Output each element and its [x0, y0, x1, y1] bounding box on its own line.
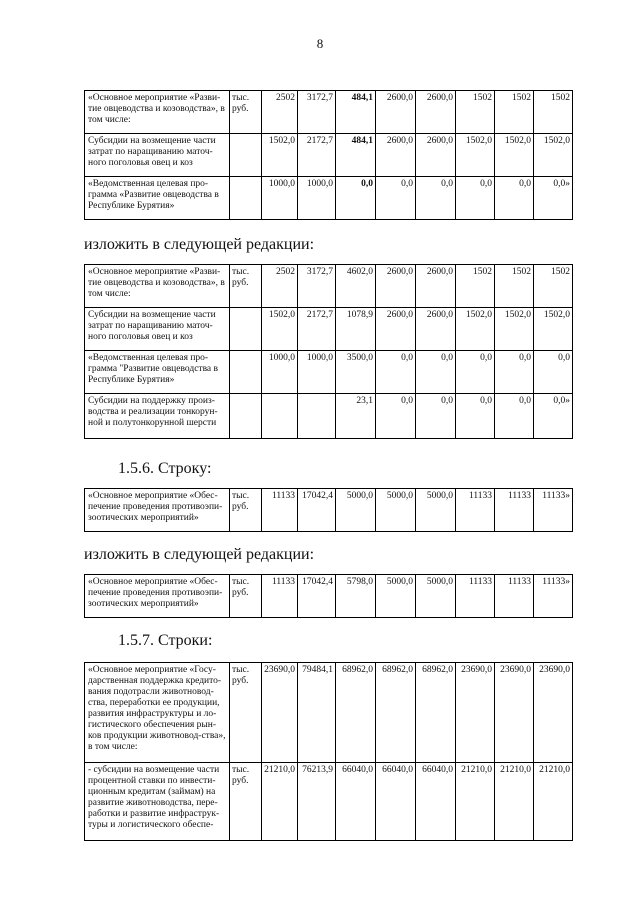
cell-value: 11133 [262, 575, 298, 618]
row-name: «Основное мероприятие «Разви-тие овцеводства и козоводства», в том числе: [85, 265, 230, 308]
cell-value: 2600,0 [416, 134, 456, 177]
cell-value: 5798,0 [336, 575, 376, 618]
page-number: 8 [316, 36, 324, 51]
cell-value: 21210,0 [495, 763, 534, 841]
cell-value: 1502 [495, 265, 534, 308]
cell-value: 11133 [495, 575, 534, 618]
table-row [85, 134, 573, 177]
cell-value: 1000,0 [262, 177, 298, 220]
cell-value: 66040,0 [416, 763, 456, 841]
cell-value: 3172,7 [298, 265, 336, 308]
cell-value: 0,0 [456, 394, 495, 439]
cell-value: 2600,0 [416, 265, 456, 308]
table-original-sheep [84, 90, 573, 220]
cell-value: 23690,0 [456, 663, 495, 763]
cell-value: 0,0 [416, 177, 456, 220]
row-name: «Основное мероприятие «Обес-печение проведения противоэпи-зоотических мероприятий» [85, 489, 230, 532]
row-name: «Основное мероприятие «Госу-дарственная поддержка кредито-вания подотрасли животновод-ства, переработки ее продукции, развития инфраструктуры и ло-гистического обеспечения рын-ков продукции животновод-ства», в том числе: [85, 663, 230, 763]
row-unit [230, 134, 262, 177]
cell-value: 1502,0 [456, 308, 495, 351]
row-unit: тыс. руб. [230, 489, 262, 532]
row-name: «Основное мероприятие «Обес-печение проведения противоэпи-зоотических мероприятий» [85, 575, 230, 618]
cell-value: 1502 [456, 265, 495, 308]
cell-value: 11133 [262, 489, 298, 532]
cell-value: 3500,0 [336, 351, 376, 394]
cell-value: 3172,7 [298, 91, 336, 134]
cell-value: 5000,0 [376, 489, 416, 532]
cell-value: 2600,0 [376, 91, 416, 134]
row-name: «Основное мероприятие «Разви-тие овцеводства и козоводства», в том числе: [85, 91, 230, 134]
cell-value: 68962,0 [336, 663, 376, 763]
cell-value: 2172,7 [298, 134, 336, 177]
table-row [85, 663, 573, 763]
cell-value: 79484,1 [298, 663, 336, 763]
cell-value: 17042,4 [298, 489, 336, 532]
cell-value: 76213,9 [298, 763, 336, 841]
row-unit [230, 308, 262, 351]
cell-value: 0,0 [416, 394, 456, 439]
row-name: «Ведомственная целевая про-грамма "Развитие овцеводства в Республике Бурятия» [85, 351, 230, 394]
row-unit: тыс. руб. [230, 91, 262, 134]
cell-value: 23,1 [336, 394, 376, 439]
cell-value: 2600,0 [416, 91, 456, 134]
row-name: - субсидии на возмещение части процентной ставки по инвести-ционным кредитам (займам) на развитие животноводства, пере-работки и развитие инфраструк-туры и логистического обеспе- [85, 763, 230, 841]
row-unit: тыс. руб. [230, 763, 262, 841]
cell-value: 2600,0 [376, 134, 416, 177]
cell-value: 484,1 [336, 134, 376, 177]
cell-value: 2600,0 [416, 308, 456, 351]
table-row [85, 351, 573, 394]
cell-value: 23690,0 [495, 663, 534, 763]
table-revised-sheep [84, 264, 573, 439]
cell-value: 68962,0 [376, 663, 416, 763]
cell-value: 0,0 [534, 351, 573, 394]
table-row [85, 763, 573, 841]
cell-value [298, 394, 336, 439]
row-name: Субсидии на поддержку произ-водства и реализации тонкорун-ной и полутонкорунной шерсти [85, 394, 230, 439]
cell-value: 0,0 [495, 394, 534, 439]
cell-value: 1502 [534, 265, 573, 308]
cell-value: 0,0» [534, 394, 573, 439]
cell-value: 1502,0 [495, 134, 534, 177]
cell-value: 2600,0 [376, 308, 416, 351]
cell-value: 1502,0 [495, 308, 534, 351]
table-row [85, 489, 573, 532]
cell-value: 1502,0 [534, 134, 573, 177]
row-unit: тыс. руб. [230, 663, 262, 763]
section-heading: изложить в следующей редакции: [84, 546, 315, 563]
cell-value: 1502 [534, 91, 573, 134]
table-row [85, 177, 573, 220]
cell-value: 1502,0 [456, 134, 495, 177]
cell-value: 5000,0 [336, 489, 376, 532]
cell-value: 17042,4 [298, 575, 336, 618]
cell-value: 1502,0 [262, 308, 298, 351]
row-unit: тыс. руб. [230, 265, 262, 308]
cell-value: 2502 [262, 265, 298, 308]
cell-value: 5000,0 [416, 575, 456, 618]
cell-value: 11133 [456, 489, 495, 532]
cell-value: 11133» [534, 575, 573, 618]
section-heading: 1.5.7. Строки: [118, 632, 213, 649]
cell-value: 0,0 [376, 351, 416, 394]
cell-value: 66040,0 [336, 763, 376, 841]
row-name: «Ведомственная целевая про-грамма «Развитие овцеводства в Республике Бурятия» [85, 177, 230, 220]
cell-value: 66040,0 [376, 763, 416, 841]
table-row [85, 91, 573, 134]
cell-value: 4602,0 [336, 265, 376, 308]
section-heading: изложить в следующей редакции: [84, 236, 315, 253]
cell-value: 11133» [534, 489, 573, 532]
cell-value: 0,0 [495, 177, 534, 220]
cell-value: 1000,0 [262, 351, 298, 394]
table-row [85, 575, 573, 618]
cell-value: 2600,0 [376, 265, 416, 308]
cell-value: 0,0 [376, 177, 416, 220]
cell-value: 0,0 [416, 351, 456, 394]
cell-value: 21210,0 [262, 763, 298, 841]
cell-value: 1502 [456, 91, 495, 134]
cell-value: 1078,9 [336, 308, 376, 351]
cell-value: 1502,0 [262, 134, 298, 177]
table-row [85, 308, 573, 351]
cell-value: 1502 [495, 91, 534, 134]
cell-value: 0,0 [495, 351, 534, 394]
table-credit-support [84, 662, 573, 841]
section-heading: 1.5.6. Строку: [118, 460, 212, 477]
table-original-epizootic [84, 488, 573, 532]
cell-value: 1000,0 [298, 351, 336, 394]
cell-value: 21210,0 [534, 763, 573, 841]
cell-value [262, 394, 298, 439]
cell-value: 23690,0 [534, 663, 573, 763]
cell-value: 0,0 [456, 177, 495, 220]
cell-value: 11133 [495, 489, 534, 532]
cell-value: 23690,0 [262, 663, 298, 763]
row-unit: тыс. руб. [230, 575, 262, 618]
cell-value: 21210,0 [456, 763, 495, 841]
cell-value: 68962,0 [416, 663, 456, 763]
row-unit [230, 177, 262, 220]
cell-value: 484,1 [336, 91, 376, 134]
cell-value: 1000,0 [298, 177, 336, 220]
cell-value: 0,0» [534, 177, 573, 220]
table-revised-epizootic [84, 574, 573, 618]
cell-value: 2172,7 [298, 308, 336, 351]
table-row [85, 265, 573, 308]
cell-value: 1502,0 [534, 308, 573, 351]
cell-value: 2502 [262, 91, 298, 134]
row-name: Субсидии на возмещение части затрат по наращиванию маточ-ного поголовья овец и коз [85, 308, 230, 351]
row-unit [230, 351, 262, 394]
cell-value: 11133 [456, 575, 495, 618]
row-name: Субсидии на возмещение части затрат по наращиванию маточ-ного поголовья овец и коз [85, 134, 230, 177]
cell-value: 5000,0 [376, 575, 416, 618]
cell-value: 5000,0 [416, 489, 456, 532]
cell-value: 0,0 [376, 394, 416, 439]
cell-value: 0,0 [336, 177, 376, 220]
row-unit [230, 394, 262, 439]
table-row [85, 394, 573, 439]
cell-value: 0,0 [456, 351, 495, 394]
